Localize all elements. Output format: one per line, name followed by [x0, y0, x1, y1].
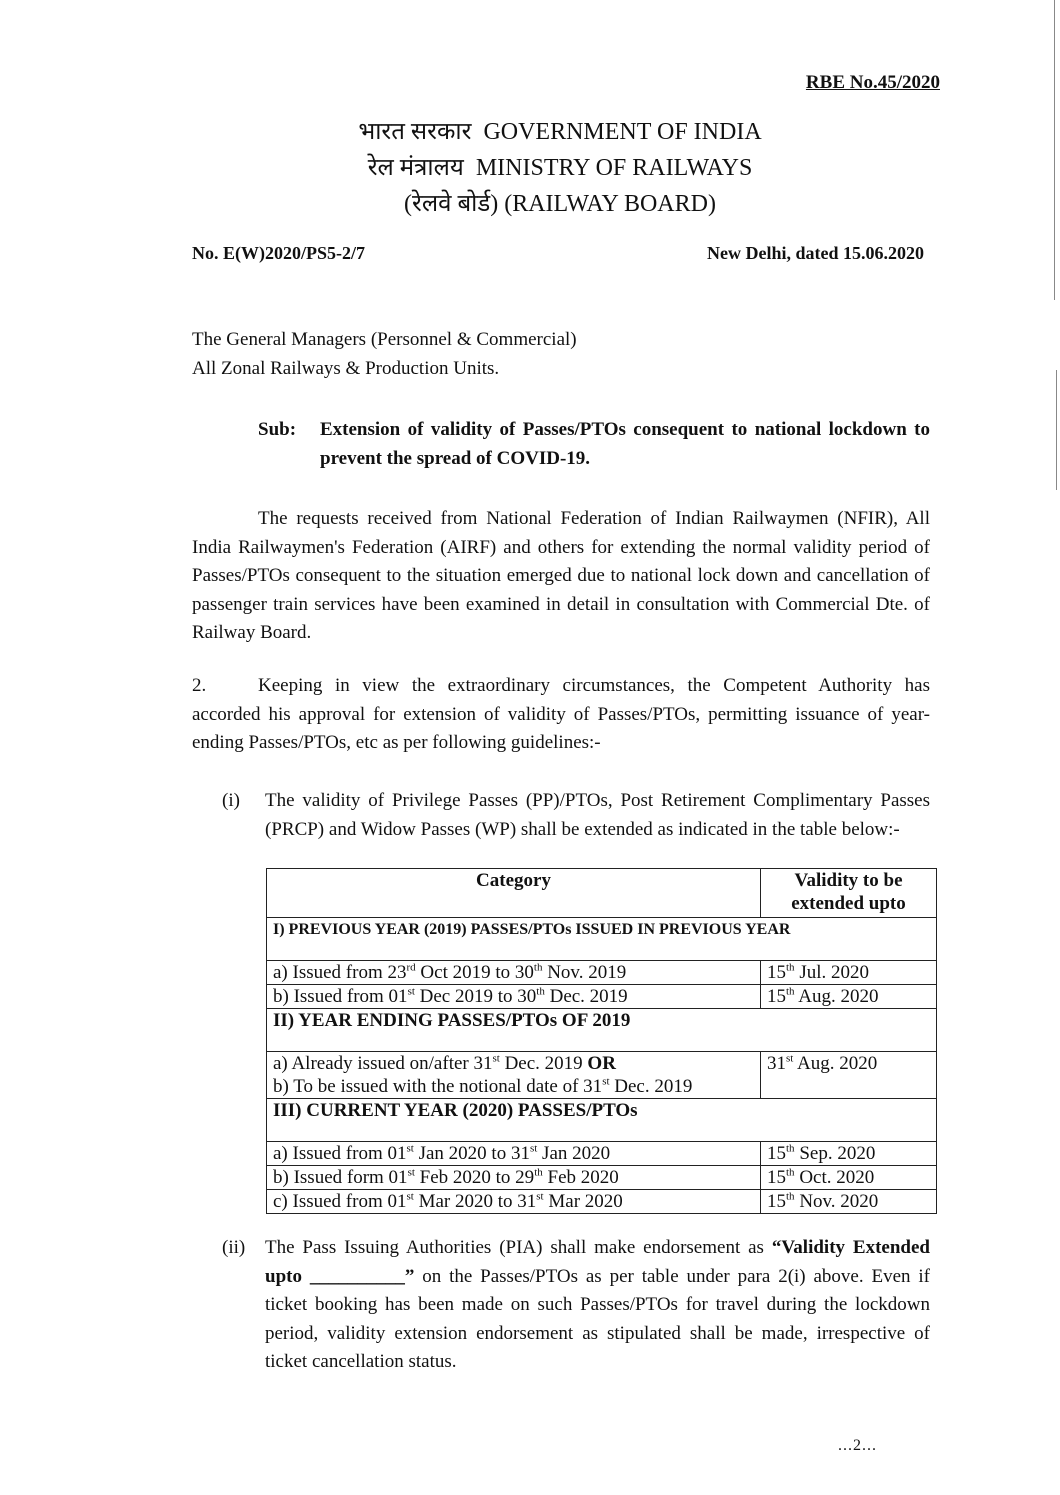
cell-text: 15	[767, 962, 786, 983]
letter-date: New Delhi, dated 15.06.2020	[707, 243, 924, 263]
cell-text: Nov. 2020	[794, 1191, 879, 1212]
item-text	[265, 1234, 930, 1377]
section-heading: III) CURRENT YEAR (2020) PASSES/PTOs	[267, 1099, 937, 1142]
subject-text: Extension of validity of Passes/PTOs consequent to national lockdown to prevent the spread of COVID-19.	[320, 419, 930, 469]
table-row	[267, 985, 937, 1009]
cell-text: 15	[767, 986, 786, 1007]
cell-text: Oct 2019 to 30	[415, 962, 534, 983]
cell-text: b) Issued from 01	[273, 986, 408, 1007]
table-row	[267, 1190, 937, 1214]
cell-text: Mar 2020	[543, 1191, 623, 1212]
ordinal-suffix: st	[786, 1052, 794, 1065]
cell-text: 15	[767, 1143, 786, 1164]
cell-text: Feb 2020	[542, 1167, 619, 1188]
addressee-line: The General Managers (Personnel & Commercial)	[192, 329, 577, 350]
scan-edge	[1056, 370, 1057, 490]
cell-text: Dec 2019 to 30	[414, 986, 537, 1007]
cell-text: Feb 2020 to 29	[414, 1167, 535, 1188]
paragraph-1: The requests received from National Federation of Indian Railwaymen (NFIR), All India Railwaymen's Federation (AIRF) and others for extending the normal validity period of Passes/PTOs consequent to the situation emerged due to national lock down and cancellation of passenger train services have been examined in detail in consultation with Commercial Dte. of Railway Board.	[192, 508, 930, 643]
header-hindi: भारत सरकार	[358, 119, 472, 145]
scan-edge	[1054, 0, 1055, 300]
validity-cell	[761, 985, 937, 1009]
item-ii	[222, 1234, 930, 1377]
section-heading: I) PREVIOUS YEAR (2019) PASSES/PTOs ISSUED IN PREVIOUS YEAR	[267, 918, 937, 961]
header-hindi: रेल मंत्रालय	[367, 155, 464, 181]
cell-text: 15	[767, 1167, 786, 1188]
ordinal-suffix: th	[786, 1166, 795, 1179]
cell-text: b) Issued form 01	[273, 1167, 408, 1188]
addressee	[192, 326, 577, 383]
header-category: Category	[267, 869, 761, 918]
table-row	[267, 1166, 937, 1190]
paragraph-number: 2.	[192, 675, 207, 696]
cell-text: Aug. 2020	[794, 986, 879, 1007]
item-label: (ii)	[222, 1237, 246, 1258]
ordinal-suffix: st	[406, 1142, 414, 1155]
ordinal-suffix: rd	[406, 961, 416, 974]
paragraph-text: Keeping in view the extraordinary circumstances, the Competent Authority has accorded his approval for extension of validity of Passes/PTOs, permitting issuance of year-ending Passes/PTOs, etc as per following guidelines:-	[192, 675, 930, 753]
header-line-2	[180, 150, 940, 186]
validity-table	[266, 868, 937, 1214]
item-text-part: on the Passes/PTOs as per table under para 2(i) above. Even if ticket booking has been made on such Passes/PTOs for travel during the lockdown period, validity extension endorsement as stipulated shall be made, irrespective of ticket cancellation status.	[265, 1265, 930, 1372]
table-section-row	[267, 1099, 937, 1142]
header-validity: Validity to be extended upto	[761, 869, 937, 918]
cell-text: a) Issued from 01	[273, 1143, 407, 1164]
cell-text: Mar 2020 to 31	[413, 1191, 537, 1212]
ordinal-suffix: st	[407, 985, 415, 998]
validity-cell	[761, 1052, 937, 1099]
subject	[258, 416, 930, 473]
ordinal-suffix: st	[529, 1142, 538, 1155]
ordinal-suffix: th	[786, 1142, 795, 1155]
cell-text: Sep. 2020	[794, 1143, 876, 1164]
circular-number: RBE No.45/2020	[805, 72, 940, 93]
reference-number: No. E(W)2020/PS5-2/7	[192, 243, 365, 263]
validity-cell	[761, 1166, 937, 1190]
validity-cell	[761, 1190, 937, 1214]
ordinal-suffix: th	[786, 961, 795, 974]
validity-cell	[761, 1142, 937, 1166]
header-line-3	[180, 186, 940, 222]
item-text: The validity of Privilege Passes (PP)/PTOs, Post Retirement Complimentary Passes (PRCP) and Widow Passes (WP) shall be extended as indicated in the table below:-	[265, 790, 930, 840]
ordinal-suffix: st	[407, 1166, 415, 1179]
header-english: MINISTRY OF RAILWAYS	[475, 155, 753, 181]
cell-text: a) Already issued on/after 31	[273, 1053, 493, 1074]
cell-text: 15	[767, 1191, 786, 1212]
page-continuation-marker: ...2...	[838, 1437, 877, 1454]
section-heading: II) YEAR ENDING PASSES/PTOs OF 2019	[267, 1009, 937, 1052]
category-cell	[267, 1052, 761, 1099]
ordinal-suffix: st	[406, 1190, 414, 1203]
category-cell	[267, 961, 761, 985]
cell-text: Dec. 2019	[609, 1076, 693, 1097]
cell-text: Nov. 2019	[542, 962, 627, 983]
item-label: (i)	[222, 790, 240, 811]
cell-text: Oct. 2020	[794, 1167, 875, 1188]
ordinal-suffix: th	[536, 985, 545, 998]
ordinal-suffix: st	[602, 1075, 610, 1088]
addressee-line: All Zonal Railways & Production Units.	[192, 357, 500, 379]
header-hindi: (रेलवे बोर्ड)	[404, 191, 499, 217]
item-text-part: The Pass Issuing Authorities (PIA) shall make endorsement as	[265, 1237, 772, 1258]
cell-text: Aug. 2020	[793, 1053, 878, 1074]
ordinal-suffix: st	[536, 1190, 544, 1203]
subject-label: Sub:	[258, 419, 297, 440]
cell-text: Jan 2020	[537, 1143, 611, 1164]
cell-text: Jul. 2020	[794, 962, 869, 983]
header-line-1	[180, 114, 940, 150]
cell-text: Dec. 2019	[499, 1053, 588, 1074]
table-header-row	[267, 869, 937, 918]
table-row	[267, 1052, 937, 1099]
category-cell	[267, 985, 761, 1009]
validity-cell	[761, 961, 937, 985]
table-section-row	[267, 918, 937, 961]
cell-text: a) Issued from 23	[273, 962, 407, 983]
category-cell	[267, 1142, 761, 1166]
cell-text: b) To be issued with the notional date of 31	[273, 1076, 603, 1097]
table-section-row	[267, 1009, 937, 1052]
ordinal-suffix: th	[534, 1166, 543, 1179]
cell-text: c) Issued from 01	[273, 1191, 407, 1212]
cell-text: 31	[767, 1053, 786, 1074]
header-english: GOVERNMENT OF INDIA	[483, 119, 762, 145]
header-english: (RAILWAY BOARD)	[504, 191, 716, 217]
item-i	[222, 787, 930, 844]
category-cell	[267, 1166, 761, 1190]
category-cell	[267, 1190, 761, 1214]
ordinal-suffix: st	[492, 1052, 500, 1065]
cell-text: Jan 2020 to 31	[413, 1143, 530, 1164]
endorsement-text: “Validity Extended upto __________”	[265, 1237, 930, 1287]
ordinal-suffix: th	[533, 961, 543, 974]
table-row	[267, 1142, 937, 1166]
paragraph-2	[192, 672, 930, 758]
ordinal-suffix: th	[786, 985, 795, 998]
ordinal-suffix: th	[786, 1190, 795, 1203]
cell-text: Dec. 2019	[544, 986, 628, 1007]
cell-text: OR	[587, 1053, 616, 1074]
table-row	[267, 961, 937, 985]
